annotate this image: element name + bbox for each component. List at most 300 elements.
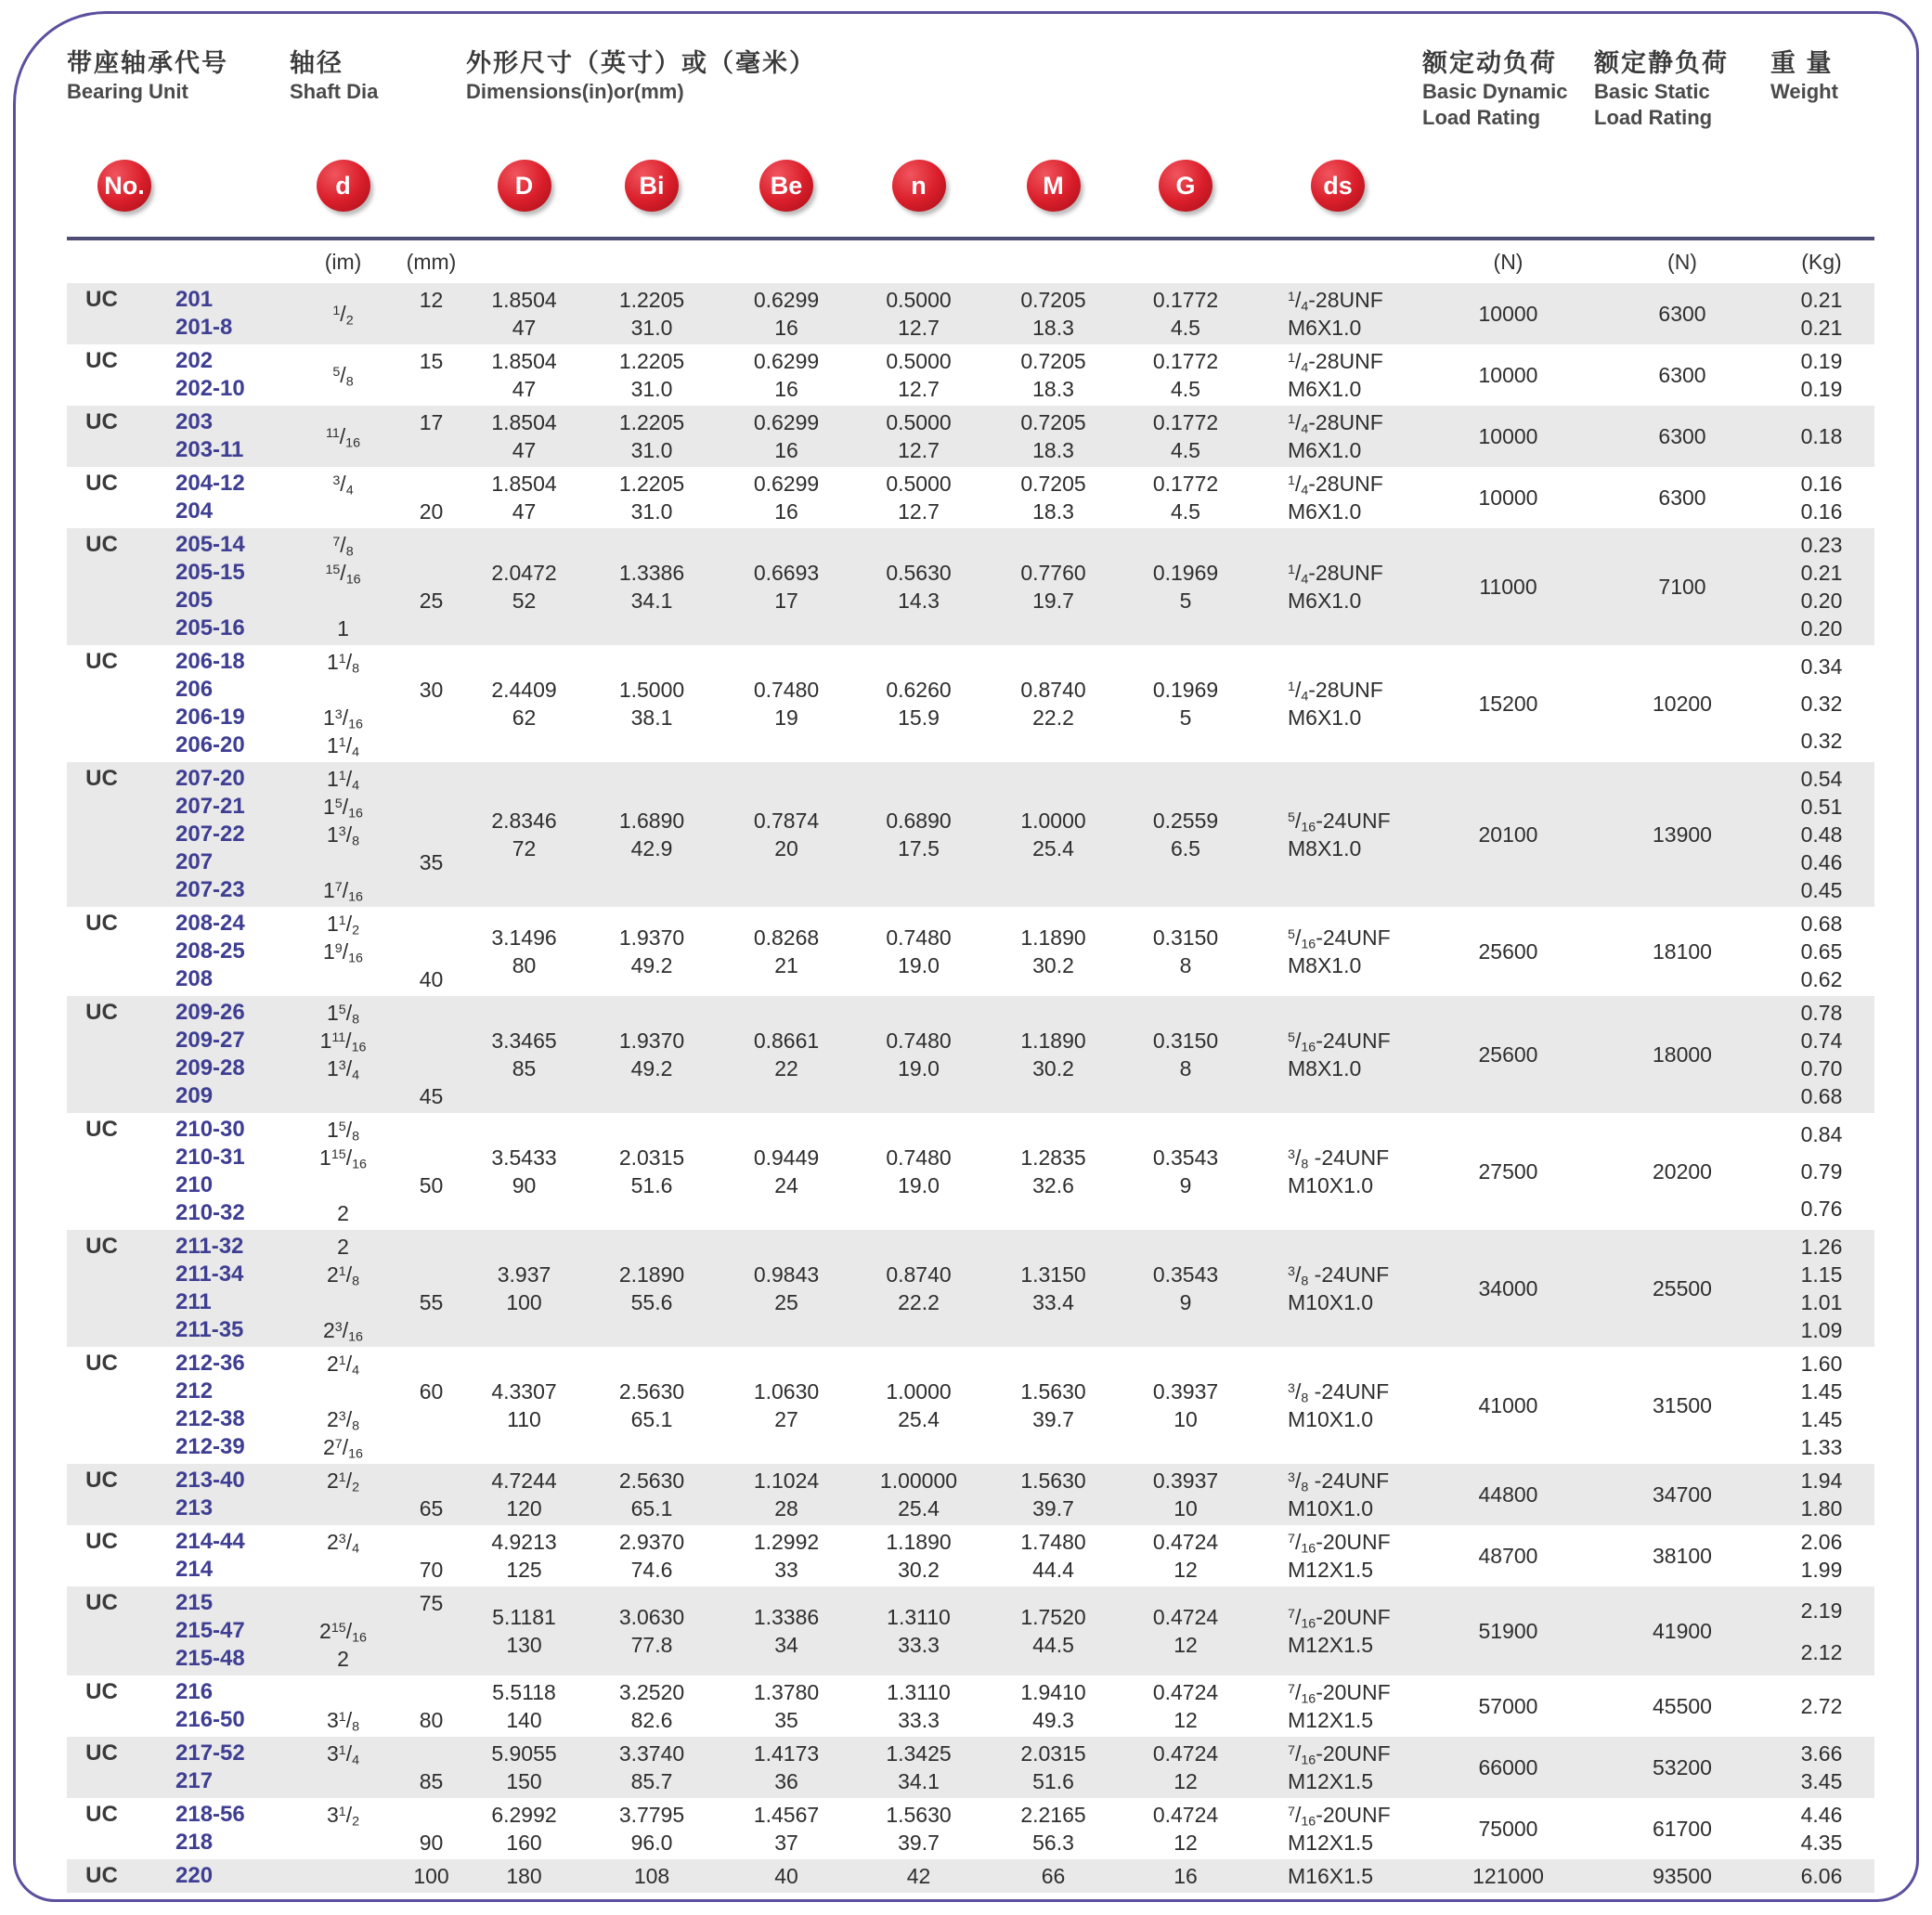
dim-M [986, 1678, 1121, 1734]
dim-Be [721, 1740, 851, 1795]
dim-G [1121, 1801, 1251, 1857]
part-number: 201 [175, 287, 214, 312]
dim-G [1121, 1116, 1251, 1227]
table-row-uc-203 [67, 406, 1874, 467]
shaft-dia-mm-value: 40 [419, 967, 444, 991]
set-screw-ds [1251, 1801, 1422, 1857]
table-row-uc-208-24 [67, 907, 1874, 996]
header-dynamic-load-en2: Load Rating [1422, 106, 1541, 129]
table-row-uc-220 [67, 1859, 1874, 1893]
dim-Be-value: 33 [774, 1558, 798, 1582]
header-shaft-dia-en: Shaft Dia [290, 80, 379, 103]
dim-D-value: 3.1496 [491, 925, 557, 950]
shaft-dia-inch [290, 648, 396, 759]
unit-static-load: (N) [1667, 249, 1697, 274]
shaft-dia-mm-value [396, 999, 466, 1027]
dim-Bi [582, 1862, 721, 1890]
series-prefix: UC [85, 1529, 118, 1554]
shaft-dia-mm-value: 30 [419, 678, 444, 702]
weight-value: 0.74 [1800, 1029, 1843, 1053]
dim-M-value: 18.3 [1032, 499, 1074, 524]
dim-n-value: 0.7480 [886, 1145, 952, 1170]
shaft-dia-mm [396, 1467, 466, 1522]
set-screw-ds [1251, 1678, 1422, 1734]
shaft-dia-inch [290, 286, 396, 342]
weight [1770, 1678, 1873, 1734]
dim-D-value: 125 [506, 1558, 542, 1582]
dim-Be-value: 34 [774, 1633, 798, 1657]
shaft-dia-inch-value [290, 498, 396, 525]
shaft-dia-mm [396, 1528, 466, 1584]
weight-value: 1.80 [1800, 1496, 1843, 1520]
shaft-dia-mm [396, 531, 466, 642]
static-load-rating [1594, 1467, 1770, 1522]
set-screw-ds-value: M6X1.0 [1288, 438, 1362, 462]
dim-n [851, 470, 986, 525]
dim-Be-value: 40 [774, 1864, 798, 1888]
series-prefix: UC [85, 348, 118, 373]
shaft-dia-inch-value [290, 1378, 396, 1405]
shaft-dia-inch-value: $2^7/_{16}$ [323, 1435, 363, 1462]
dim-G-value: 16 [1173, 1864, 1198, 1888]
dim-M-value: 18.3 [1032, 377, 1074, 401]
static-load-rating [1594, 1589, 1770, 1673]
shaft-dia-inch [290, 347, 396, 403]
dim-D [466, 1740, 582, 1795]
set-screw-ds [1251, 1862, 1422, 1890]
shaft-dia-inch-value: $2^3/_4$ [326, 1530, 360, 1557]
weight-value: 0.16 [1800, 499, 1843, 524]
part-number: 203-11 [175, 437, 244, 462]
weight [1770, 1589, 1873, 1673]
dim-Bi-value: 1.2205 [618, 288, 685, 312]
shaft-dia-inch [290, 470, 396, 525]
shaft-dia-inch-value [290, 1589, 396, 1617]
shaft-dia-mm [396, 910, 466, 993]
shaft-dia-inch-value: $1^5/_{16}$ [323, 795, 363, 822]
shaft-dia-inch-value: 1 [337, 616, 349, 640]
dim-D-value: 2.0472 [491, 561, 557, 585]
dim-M-value: 0.7205 [1020, 349, 1086, 373]
static-load-rating [1594, 1801, 1770, 1857]
part-numbers [136, 1740, 290, 1795]
dim-n-value: 19.0 [898, 1173, 940, 1197]
set-screw-ds [1251, 999, 1422, 1110]
shaft-dia-mm [396, 1862, 466, 1890]
dynamic-load-rating [1422, 648, 1594, 759]
dim-n [851, 531, 986, 642]
dim-G-value: 10 [1173, 1496, 1198, 1520]
set-screw-ds [1251, 1528, 1422, 1584]
series-prefix: UC [85, 287, 118, 312]
shaft-dia-mm-value [396, 648, 466, 676]
part-number: 215-48 [175, 1646, 245, 1671]
static-load-rating [1594, 1678, 1770, 1734]
header-static-load-en1: Basic Static [1594, 80, 1710, 103]
part-number: 207-22 [175, 822, 245, 847]
shaft-dia-mm-value [396, 1261, 466, 1288]
weight [1770, 286, 1873, 342]
dim-G-value: 0.4724 [1152, 1741, 1219, 1766]
weight-value: 0.32 [1800, 692, 1843, 716]
dynamic-load-value: 20100 [1478, 822, 1538, 847]
dim-Bi-value: 1.9370 [618, 925, 685, 950]
dim-M-value: 30.2 [1032, 1056, 1074, 1080]
dim-D-value: 3.3465 [491, 1029, 557, 1053]
dim-n-value: 33.3 [898, 1633, 940, 1657]
dim-Bi-value: 3.2520 [618, 1680, 685, 1704]
part-number: 211 [175, 1289, 212, 1314]
shaft-dia-mm-value [396, 1055, 466, 1082]
set-screw-ds-value: M10X1.0 [1288, 1290, 1374, 1314]
set-screw-ds-value: $^5/_{16}-24UNF$ [1288, 1029, 1391, 1055]
dim-D-value: 5.1181 [492, 1605, 556, 1629]
dim-Be [721, 1801, 851, 1857]
part-number: 213 [175, 1495, 214, 1520]
dim-n [851, 1350, 986, 1461]
part-numbers [136, 910, 290, 993]
part-number: 212 [175, 1378, 214, 1404]
dim-Bi [582, 1116, 721, 1227]
set-screw-ds-value: M10X1.0 [1288, 1173, 1374, 1197]
dim-D-value: 1.8504 [491, 410, 557, 434]
dim-G-value: 5 [1179, 589, 1192, 613]
dim-n-value: 0.5000 [886, 349, 952, 373]
weight [1770, 531, 1873, 642]
part-number: 209-27 [175, 1028, 245, 1053]
dim-Be-value: 1.1024 [753, 1469, 820, 1493]
static-load-rating [1594, 531, 1770, 642]
dim-G [1121, 531, 1251, 642]
dim-Be-value: 28 [774, 1496, 798, 1520]
dim-G-value: 12 [1173, 1769, 1198, 1793]
shaft-dia-mm-value: 70 [419, 1558, 444, 1582]
dim-Bi [582, 999, 721, 1110]
dim-n-value: 1.1890 [886, 1530, 952, 1554]
dim-M [986, 408, 1121, 464]
shaft-dia-inch-value: $1^3/_8$ [326, 822, 360, 849]
table-row-uc-204-12 [67, 467, 1874, 528]
dim-D-value: 4.3307 [491, 1379, 557, 1404]
static-load-value: 6300 [1658, 424, 1706, 448]
shaft-dia-mm [396, 470, 466, 525]
dim-Bi-value: 2.5630 [618, 1379, 685, 1404]
set-screw-ds-value: M12X1.5 [1288, 1769, 1374, 1793]
dim-Bi-value: 65.1 [630, 1496, 673, 1520]
dynamic-load-rating [1422, 1350, 1594, 1461]
dim-n-value: 0.8740 [886, 1262, 952, 1287]
static-load-value: 6300 [1658, 302, 1706, 326]
set-screw-ds-value: $^3/_8$ -24UNF [1288, 1469, 1390, 1495]
dim-G-value: 0.1772 [1152, 472, 1219, 496]
weight-value: 0.51 [1800, 795, 1843, 819]
header-dimensions-en: Dimensions(in)or(mm) [466, 80, 684, 103]
dim-G-value: 0.1969 [1152, 561, 1219, 585]
part-number: 220 [175, 1863, 214, 1888]
shaft-dia-mm-value [396, 1528, 466, 1556]
header-bearing-unit [67, 47, 290, 105]
shaft-dia-mm-value [396, 793, 466, 821]
dim-G-value: 0.3543 [1152, 1145, 1219, 1170]
dim-Be-value: 0.9843 [753, 1262, 820, 1287]
weight-value: 2.12 [1800, 1639, 1843, 1664]
weight [1770, 1740, 1873, 1795]
dim-D-value: 47 [512, 438, 537, 462]
shaft-dia-inch-value [290, 1829, 396, 1857]
shaft-dia-mm-value: 35 [419, 850, 444, 874]
table-row-uc-211-32 [67, 1230, 1874, 1347]
dim-M [986, 1350, 1121, 1461]
table-row-uc-216 [67, 1676, 1874, 1737]
static-load-rating [1594, 1233, 1770, 1344]
part-number: 207-23 [175, 877, 245, 902]
dim-G [1121, 408, 1251, 464]
static-load-value: 6300 [1658, 363, 1706, 387]
set-screw-ds [1251, 1740, 1422, 1795]
dim-G [1121, 1589, 1251, 1673]
dim-Be-value: 0.6299 [753, 410, 820, 434]
part-numbers [136, 408, 290, 464]
shaft-dia-mm-value: 90 [419, 1831, 444, 1855]
set-screw-ds [1251, 1233, 1422, 1344]
dim-G [1121, 648, 1251, 759]
dim-n [851, 1678, 986, 1734]
set-screw-ds [1251, 286, 1422, 342]
dim-D [466, 999, 582, 1110]
dim-G [1121, 910, 1251, 993]
shaft-dia-mm-value [396, 314, 466, 342]
dim-Be-value: 1.3780 [753, 1680, 820, 1704]
dynamic-load-rating [1422, 1740, 1594, 1795]
dim-Be-value: 0.8661 [753, 1029, 820, 1053]
series-prefix: UC [85, 911, 118, 936]
set-screw-ds [1251, 531, 1422, 642]
unit-shaft-inch: (im) [324, 249, 362, 274]
shaft-dia-inch-value: $1^1/_4$ [326, 733, 360, 760]
part-numbers [136, 765, 290, 904]
weight-value: 1.26 [1800, 1235, 1843, 1259]
shaft-dia-mm-value [396, 1199, 466, 1227]
shaft-dia-inch-value: $1^{15}/_{16}$ [319, 1145, 367, 1172]
dim-Bi-value: 1.2205 [618, 349, 685, 373]
shaft-dia-mm-value: 12 [419, 288, 444, 312]
dim-M-value: 25.4 [1032, 836, 1074, 860]
part-number: 216 [175, 1679, 214, 1704]
dim-Be-value: 24 [774, 1173, 798, 1197]
shaft-dia-mm-value [396, 704, 466, 731]
dim-n [851, 1740, 986, 1795]
dynamic-load-value: 25600 [1478, 939, 1538, 964]
static-load-rating [1594, 408, 1770, 464]
shaft-dia-inch-value: $1^5/_8$ [326, 1118, 360, 1145]
dim-D-value: 1.8504 [491, 472, 557, 496]
column-badge-d: d [317, 160, 370, 212]
shaft-dia-mm-value [396, 1467, 466, 1494]
shaft-dia-mm-value [396, 559, 466, 587]
weight-value: 0.19 [1800, 377, 1843, 401]
dynamic-load-value: 10000 [1478, 424, 1538, 448]
dynamic-load-rating [1422, 999, 1594, 1110]
static-load-value: 18100 [1653, 939, 1712, 964]
dim-Bi-value: 3.7795 [618, 1803, 685, 1827]
shaft-dia-inch-value [290, 1678, 396, 1706]
shaft-dia-mm-value [396, 1645, 466, 1673]
dynamic-load-value: 44800 [1478, 1482, 1538, 1507]
weight [1770, 1467, 1873, 1522]
dim-M-value: 49.3 [1032, 1708, 1074, 1732]
catalog-page [13, 11, 1919, 1902]
dim-G-value: 0.4724 [1152, 1680, 1219, 1704]
set-screw-ds-value: $^7/_{16}-20UNF$ [1288, 1530, 1391, 1557]
dim-Be-value: 36 [774, 1769, 798, 1793]
dim-n-value: 12.7 [898, 316, 940, 340]
dim-M-value: 0.7205 [1020, 410, 1086, 434]
dim-Be [721, 1467, 851, 1522]
dim-Bi [582, 1233, 721, 1344]
dim-Be [721, 1678, 851, 1734]
column-badge-bi: Bi [625, 160, 679, 212]
dim-D [466, 1467, 582, 1522]
shaft-dia-mm-value [396, 1617, 466, 1645]
dim-D-value: 62 [512, 705, 537, 730]
weight [1770, 1116, 1873, 1227]
shaft-dia-mm-value: 17 [419, 410, 444, 434]
shaft-dia-mm-value: 80 [419, 1708, 444, 1732]
dim-D-value: 180 [506, 1864, 542, 1888]
weight [1770, 765, 1873, 904]
weight-value: 3.66 [1800, 1741, 1843, 1766]
dim-D [466, 470, 582, 525]
dim-D-value: 110 [507, 1407, 541, 1431]
shaft-dia-inch-value: $^7/_8$ [332, 533, 354, 560]
weight-value: 0.84 [1800, 1122, 1843, 1146]
dim-n-value: 15.9 [898, 705, 940, 730]
shaft-dia-mm-value: 60 [419, 1379, 444, 1404]
dim-Bi [582, 347, 721, 403]
dynamic-load-value: 66000 [1478, 1755, 1538, 1779]
dynamic-load-value: 10000 [1478, 302, 1538, 326]
dim-G [1121, 1350, 1251, 1461]
part-number: 207-21 [175, 794, 245, 819]
set-screw-ds-value: $^7/_{16}-20UNF$ [1288, 1605, 1391, 1632]
dim-Bi-value: 74.6 [630, 1558, 673, 1582]
dim-G [1121, 470, 1251, 525]
dim-n-value: 12.7 [898, 377, 940, 401]
weight-value: 1.99 [1800, 1558, 1843, 1582]
shaft-dia-inch-value [290, 848, 396, 876]
shaft-dia-mm-value [396, 1801, 466, 1829]
weight-value: 0.54 [1800, 767, 1843, 791]
dim-D-value: 3.5433 [491, 1145, 557, 1170]
dim-n-value: 22.2 [898, 1290, 940, 1314]
weight-value: 2.06 [1800, 1530, 1843, 1554]
series-prefix: UC [85, 649, 118, 674]
dim-M-value: 2.0315 [1020, 1741, 1086, 1766]
shaft-dia-inch-value: $1^5/_8$ [326, 1001, 360, 1028]
part-number: 217-52 [175, 1740, 245, 1766]
part-numbers [136, 1589, 290, 1673]
header-weight-zh: 重 量 [1770, 49, 1834, 77]
table-row-uc-218-56 [67, 1798, 1874, 1859]
dim-D-value: 85 [512, 1056, 537, 1080]
dim-Be-value: 17 [774, 589, 798, 613]
dim-Bi-value: 108 [633, 1864, 670, 1888]
dynamic-load-value: 25600 [1478, 1042, 1538, 1067]
header-shaft-dia [290, 47, 466, 105]
part-number: 201-8 [175, 315, 233, 340]
shaft-dia-mm-value [396, 1433, 466, 1461]
dim-Be-value: 19 [774, 705, 798, 730]
dim-D-value: 47 [512, 377, 537, 401]
dim-n [851, 1233, 986, 1344]
dim-D [466, 1116, 582, 1227]
set-screw-ds [1251, 648, 1422, 759]
header-static-load [1594, 47, 1770, 131]
weight-value: 4.46 [1800, 1803, 1843, 1827]
shaft-dia-inch-value [290, 965, 396, 993]
dim-D-value: 1.8504 [491, 288, 557, 312]
part-number: 205 [175, 588, 214, 613]
dim-Bi-value: 31.0 [630, 499, 673, 524]
dim-n [851, 1528, 986, 1584]
dim-Bi [582, 1589, 721, 1673]
shaft-dia-inch [290, 1678, 396, 1734]
dim-Be [721, 1116, 851, 1227]
dim-G-value: 4.5 [1171, 438, 1200, 462]
dim-n-value: 42 [906, 1864, 931, 1888]
dim-Bi-value: 51.6 [630, 1173, 673, 1197]
dynamic-load-rating [1422, 408, 1594, 464]
dim-Be-value: 0.7480 [753, 678, 820, 702]
header-static-load-en2: Load Rating [1594, 106, 1713, 129]
shaft-dia-inch-value: $^1/_2$ [332, 302, 354, 329]
dim-D-value: 2.4409 [491, 678, 557, 702]
dim-G-value: 0.4724 [1152, 1803, 1219, 1827]
set-screw-ds-value: M6X1.0 [1288, 499, 1362, 524]
weight-value: 0.20 [1800, 616, 1843, 640]
dim-Be [721, 531, 851, 642]
weight [1770, 347, 1873, 403]
dim-n-value: 33.3 [898, 1708, 940, 1732]
set-screw-ds-value: M12X1.5 [1288, 1633, 1374, 1657]
dim-M [986, 1740, 1121, 1795]
dim-Bi-value: 49.2 [630, 1056, 673, 1080]
table-row-uc-206-18 [67, 645, 1874, 762]
weight-value: 0.18 [1800, 424, 1843, 448]
shaft-dia-mm-value: 45 [419, 1084, 444, 1108]
dim-M-value: 0.7205 [1020, 472, 1086, 496]
dim-Be-value: 0.6693 [753, 561, 820, 585]
shaft-dia-inch-value [290, 1171, 396, 1199]
dynamic-load-value: 34000 [1478, 1276, 1538, 1300]
weight-value: 0.16 [1800, 472, 1843, 496]
dim-M [986, 1862, 1121, 1890]
dim-G [1121, 1862, 1251, 1890]
part-number: 206 [175, 677, 214, 702]
shaft-dia-inch [290, 1862, 396, 1890]
shaft-dia-inch-value [290, 1494, 396, 1522]
dim-Be-value: 1.4567 [753, 1803, 820, 1827]
dim-Be-value: 1.0630 [753, 1379, 820, 1404]
dim-M-value: 0.7760 [1020, 561, 1086, 585]
dim-n [851, 1862, 986, 1890]
part-number: 208-25 [175, 938, 245, 964]
header-bearing-unit-en: Bearing Unit [67, 80, 188, 103]
part-number: 218 [175, 1830, 214, 1855]
weight-value: 4.35 [1800, 1831, 1843, 1855]
header-dimensions-zh: 外形尺寸（英寸）或（毫米） [466, 49, 816, 77]
weight-value: 0.46 [1800, 850, 1843, 874]
